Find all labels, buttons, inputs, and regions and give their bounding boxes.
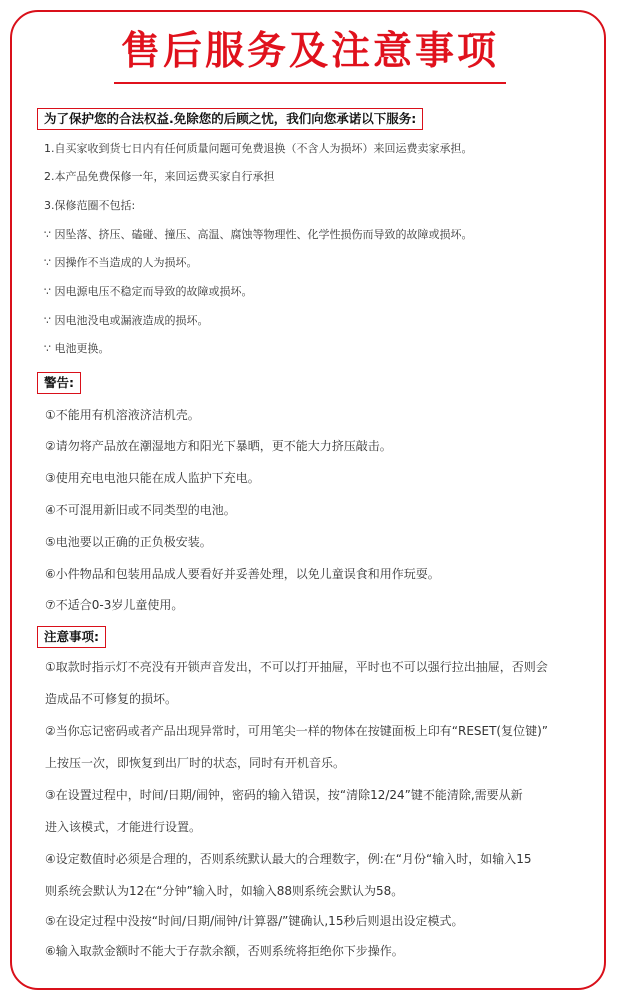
warning-item: ①不能用有机溶液济洁机壳。 [45, 408, 200, 422]
page-title: 售后服务及注意事项 [120, 29, 499, 74]
title-underline [114, 82, 506, 84]
exclusion-item: ∵ 因电源电压不稳定而导致的故障或损坏。 [44, 285, 253, 298]
exclusion-item: ∵ 电池更换。 [44, 342, 110, 355]
warning-item: ④不可混用新旧或不同类型的电池。 [45, 503, 236, 517]
warning-item: ⑤电池要以正确的正负极安装。 [45, 535, 212, 549]
note-line: 则系统会默认为12在“分钟”输入时，如输入88则系统会默认为58。 [45, 884, 404, 898]
note-line: ③在设置过程中，时间/日期/闹钟，密码的输入错误，按“清除12/24”键不能清除,需要从新 [45, 788, 523, 802]
warning-item: ⑥小件物品和包装用品成人要看好并妥善处理，以免儿童误食和用作玩耍。 [45, 567, 440, 581]
service-item: 1.自买家收到货七日内有任何质量问题可免费退换（不含人为损坏）来回运费卖家承担。 [44, 142, 473, 155]
note-line: ④设定数值时必须是合理的，否则系统默认最大的合理数字，例:在“月份“输入时，如输入15 [45, 852, 532, 866]
service-item: 3.保修范圈不包括: [44, 199, 136, 212]
note-line: 造成品不可修复的损坏。 [45, 692, 178, 706]
note-line: ⑥输入取款金额时不能大于存款余额，否则系统将拒绝你下步操作。 [45, 944, 404, 958]
warning-item: ⑦不适合0-3岁儿童使用。 [45, 598, 184, 612]
note-line: ②当你忘记密码或者产品出现异常时，可用笔尖一样的物体在按键面板上印有“RESET(复位键)” [45, 724, 549, 738]
note-line: ①取款时指示灯不亮没有开锁声音发出，不可以打开抽屉，平时也不可以强行拉出抽屉，否则会 [45, 660, 548, 674]
warning-item: ③使用充电电池只能在成人监护下充电。 [45, 471, 260, 485]
service-item: 2.本产品免费保修一年，来回运费买家自行承担 [44, 170, 275, 183]
note-line: 上按压一次，即恢复到出厂时的状态，同时有开机音乐。 [45, 756, 346, 770]
warning-item: ②请勿将产品放在潮湿地方和阳光下暴晒，更不能大力挤压敲击。 [45, 439, 392, 453]
service-heading: 为了保护您的合法权益.免除您的后顾之忧，我们向您承诺以下服务: [37, 108, 423, 130]
exclusion-item: ∵ 因操作不当造成的人为损坏。 [44, 256, 198, 269]
warning-heading: 警告: [37, 372, 81, 394]
note-line: 进入该模式，才能进行设置。 [45, 820, 202, 834]
card-border [10, 10, 606, 990]
notes-heading: 注意事项: [37, 626, 106, 648]
exclusion-item: ∵ 因坠落、挤压、磕碰、撞压、高温、腐蚀等物理性、化学性损伤而导致的故障或损坏。 [44, 228, 473, 241]
note-line: ⑤在设定过程中没按“时间/日期/闹钟/计算器/”键确认,15秒后则退出设定模式。 [45, 914, 464, 928]
exclusion-item: ∵ 因电池没电或漏液造成的损坏。 [44, 314, 209, 327]
